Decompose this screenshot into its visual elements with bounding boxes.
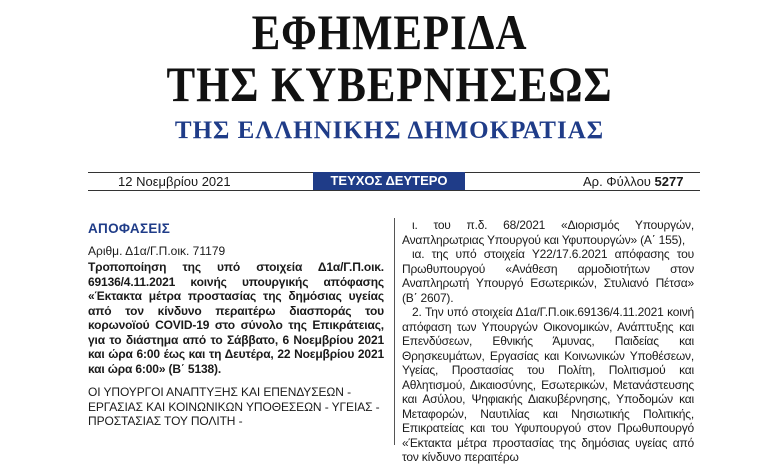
gazette-subtitle: ΤΗΣ ΕΛΛΗΝΙΚΗΣ ΔΗΜΟΚΡΑΤΙΑΣ: [174, 117, 605, 144]
gazette-title-line-2: ΤΗΣ ΚΥΒΕΡΝΗΣΕΩΣ: [166, 56, 613, 112]
decision-title: Τροποποίηση της υπό στοιχεία Δ1α/Γ.Π.οικ. 69136/4.11.2021 κοινής υπουργικής απόφασης «Έκτακτα μέτρα προστασίας της δημόσιας υγείας από τον κίνδυνο περαιτέρω διασποράς του κορωνοϊού COVID-19 στο σύνολο της Επικράτειας, για το διάστημα από το Σάββατο, 6 Νοεμβρίου 2021 και ώρα 6:00 έως και τη Δευτέρα, 22 Νοεμβρίου 2021 και ώρα 6:00» (Β΄ 5138).: [88, 260, 384, 376]
gazette-title-line-1: ΕΦΗΜΕΡΙΔΑ: [251, 4, 528, 60]
left-column: [88, 220, 384, 429]
paragraph-i: ι. του π.δ. 68/2021 «Διορισμός Υπουργών, Αναπληρωτριας Υπουργού και Υφυπουργών» (Α΄ 155),: [402, 218, 694, 247]
decision-reference: Αριθμ. Δ1α/Γ.Π.οικ. 71179: [88, 244, 226, 258]
sheet-number: [583, 173, 683, 190]
issue-label: ΤΕΥΧΟΣ ΔΕΥΤΕΡΟ: [313, 172, 465, 190]
ministers-heading: ΟΙ ΥΠΟΥΡΓΟΙ ΑΝΑΠΤΥΞΗΣ ΚΑΙ ΕΠΕΝΔΥΣΕΩΝ - ΕΡΓΑΣΙΑΣ ΚΑΙ ΚΟΙΝΩΝΙΚΩΝ ΥΠΟΘΕΣΕΩΝ - ΥΓΕΙΑΣ - ΠΡΟΣΤΑΣΙΑΣ ΤΟΥ ΠΟΛΙΤΗ -: [88, 385, 380, 428]
paragraph-2: 2. Την υπό στοιχεία Δ1α/Γ.Π.οικ.69136/4.11.2021 κοινή απόφαση των Υπουργών Οικονομικών, Ανάπτυξης και Επενδύσεων, Εθνικής Άμυνας, Παιδείας και Θρησκευμάτων, Εργασίας και Κοινωνικών Υποθέσεων, Υγείας, Προστασίας του Πολίτη, Πολιτισμού και Αθλητισμού, Δικαιοσύνης, Εσωτερικών, Μετανάστευσης και Ασύλου, Ψηφιακής Διακυβέρνησης, Υποδομών και Μεταφορών, Ναυτιλίας και Νησιωτικής Πολιτικής, Επικρατείας και του Υφυπουργού στον Πρωθυπουργό «Έκτακτα μέτρα προστασίας της δημόσιας υγείας από τον κίνδυνο περαιτέρω: [402, 305, 694, 464]
sheet-number-label: Αρ. Φύλλου: [583, 174, 651, 189]
column-divider: [394, 218, 395, 445]
issue-bar-bottom-rule: [88, 190, 700, 191]
right-column: [402, 218, 694, 465]
paragraph-ia: ια. της υπό στοιχεία Υ22/17.6.2021 απόφασης του Πρωθυπουργού «Ανάθεση αρμοδιοτήτων στον Αναπληρωτή Υπουργό Εσωτερικών, Στυλιανό Πέτσα» (Β΄ 2607).: [402, 247, 694, 305]
section-title: ΑΠΟΦΑΣΕΙΣ: [88, 221, 171, 236]
issue-date: 12 Νοεμβρίου 2021: [118, 174, 231, 189]
sheet-number-value: 5277: [654, 174, 684, 189]
